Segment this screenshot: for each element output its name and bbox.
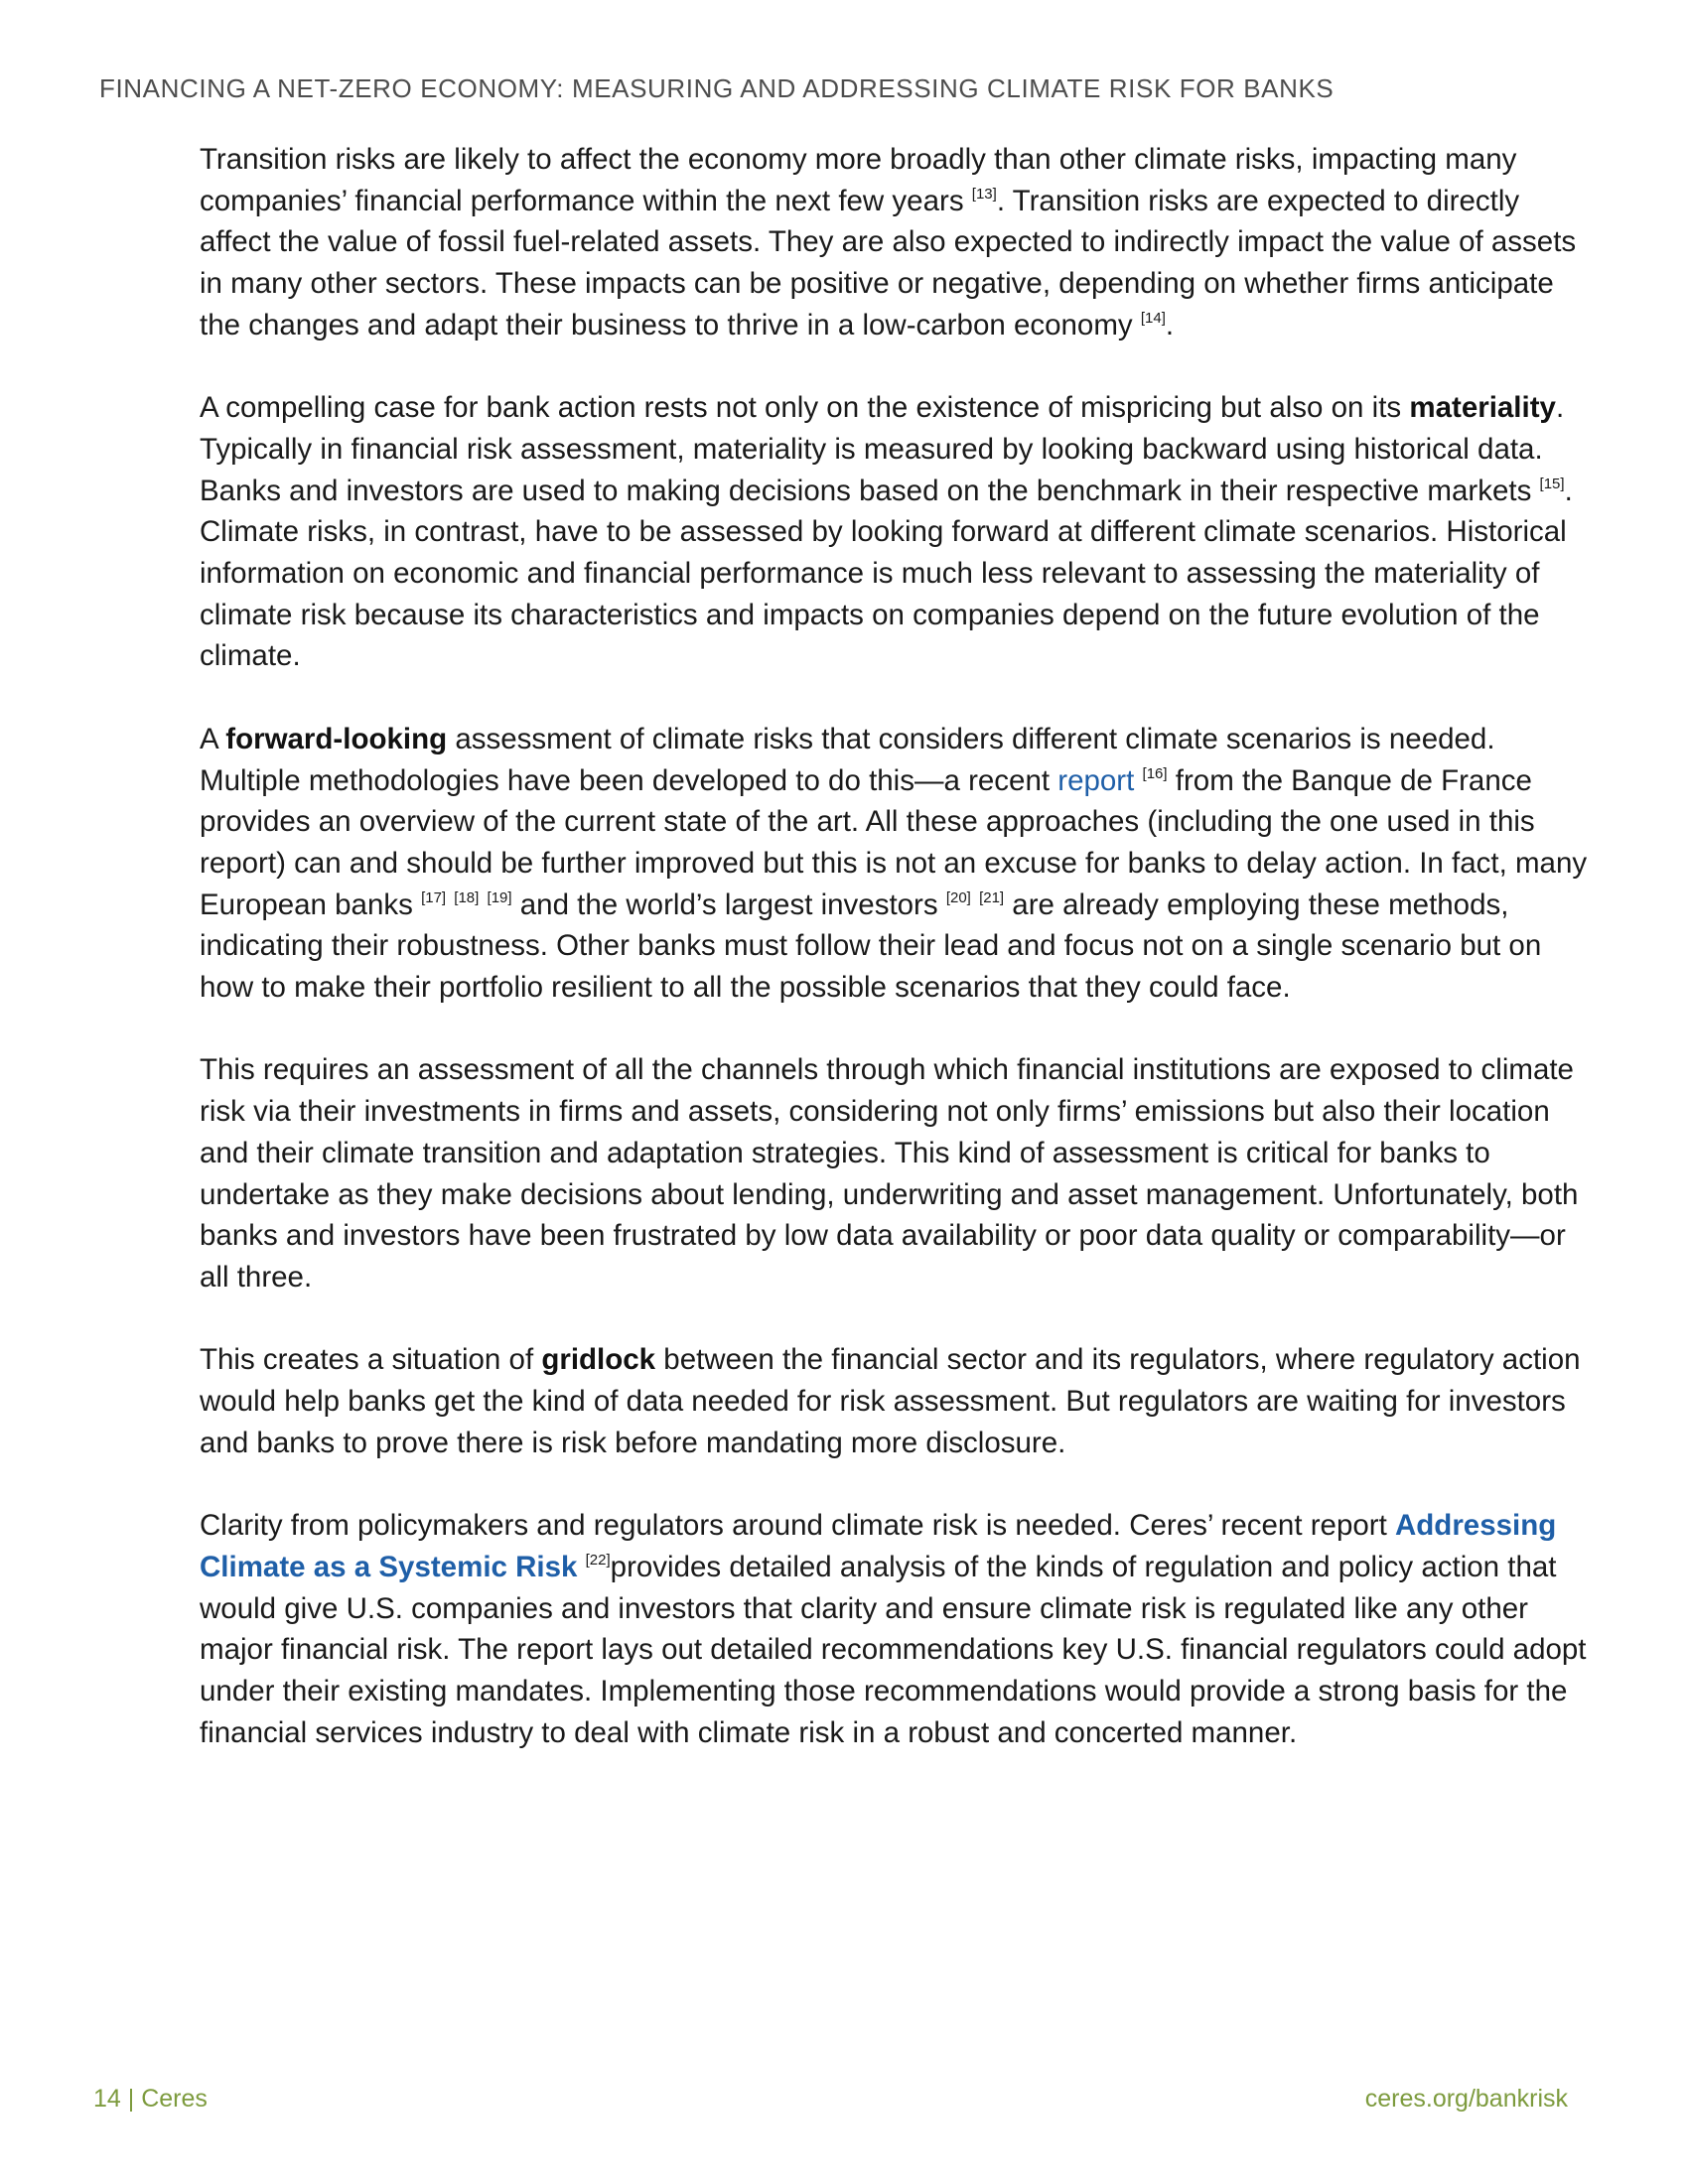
paragraph-transition-risks	[200, 139, 1588, 346]
footnote-ref[interactable]: [19]	[487, 888, 512, 906]
footnote-ref[interactable]: [15]	[1539, 475, 1565, 492]
emphasis-gridlock: gridlock	[541, 1343, 656, 1377]
footnote-ref[interactable]: [22]	[585, 1551, 611, 1569]
text-span: Transition risks are likely to affect the economy more broadly than other climate risks, impacting many companies’ financial performance within the next few years	[200, 143, 1517, 217]
text-span: A	[200, 722, 226, 755]
paragraph-assessment-channels: This requires an assessment of all the channels through which financial institutions are exposed to climate risk via their investments in firms and assets, considering not only firms’ emissions but also their location and their climate transition and adaptation strategies. This kind of assessment is critical for banks to undertake as they make decisions about lending, underwriting and asset management. Unfortunately, both banks and investors have been frustrated by low data availability or poor data quality or comparability—or all three.	[200, 1053, 1579, 1294]
page-number: 14 | Ceres	[93, 2085, 208, 2113]
text-span: are already employing these methods, indicating their robustness. Other banks must follow their lead and focus not on a single scenario but on how to make their portfolio resilient to all the possible scenarios that they could face.	[200, 887, 1542, 1005]
paragraph-materiality	[200, 387, 1588, 677]
paragraph-gridlock	[200, 1339, 1588, 1463]
footnote-ref[interactable]: [17]	[421, 888, 447, 906]
report-link[interactable]: report	[1057, 763, 1135, 797]
text-span: and the world’s largest investors	[511, 887, 938, 921]
paragraph-forward-looking	[200, 719, 1588, 1009]
systemic-risk-report-link[interactable]: Addressing Climate as a Systemic Risk	[200, 1509, 1557, 1583]
emphasis-materiality: materiality	[1409, 391, 1556, 425]
text-span: . Transition risks are expected to directly affect the value of fossil fuel-related assets. They are also expected to indirectly impact the value of assets in many other sectors. These impacts can be positive or negative, depending on whether firms anticipate the changes and adapt their business to thrive in a low-carbon economy	[200, 184, 1577, 341]
emphasis-forward-looking: forward-looking	[225, 722, 448, 755]
text-span: Clarity from policymakers and regulators around climate risk is needed. Ceres’ recent report	[200, 1509, 1395, 1543]
running-header: FINANCING A NET-ZERO ECONOMY: MEASURING AND ADDRESSING CLIMATE RISK FOR BANKS	[99, 73, 1335, 103]
text-span: A compelling case for bank action rests not only on the existence of mispricing but also on its	[200, 391, 1410, 425]
text-span: . Climate risks, in contrast, have to be assessed by looking forward at different climate scenarios. Historical information on economic and financial performance is much less relevant to assessing the materiality of climate risk because its characteristics and impacts on companies depend on the future evolution of the climate.	[200, 474, 1573, 673]
text-span: .	[1165, 308, 1175, 341]
footnote-ref[interactable]: [20]	[945, 888, 971, 906]
text-span: This creates a situation of	[200, 1343, 542, 1377]
article-body	[200, 139, 1588, 1795]
footer-url[interactable]: ceres.org/bankrisk	[1364, 2085, 1568, 2113]
footnote-ref[interactable]: [13]	[971, 185, 997, 203]
footnote-ref[interactable]: [14]	[1140, 309, 1166, 327]
footnote-ref[interactable]: [21]	[979, 888, 1005, 906]
footnote-ref[interactable]: [16]	[1142, 764, 1168, 782]
text-span: . Typically in financial risk assessment, materiality is measured by looking backward using historical data. Banks and investors are used to making decisions based on the benchmark in their respective markets	[200, 391, 1565, 507]
text-span: provides detailed analysis of the kinds of regulation and policy action that would give U.S. companies and investors that clarity and ensure climate risk is regulated like any other major financial risk. The report lays out detailed recommendations key U.S. financial regulators could adopt under their existing mandates. Implementing those recommendations would provide a strong basis for the financial services industry to deal with climate risk in a robust and concerted manner.	[200, 1550, 1587, 1749]
text-span: between the financial sector and its regulators, where regulatory action would help banks get the kind of data needed for risk assessment. But regulators are waiting for investors and banks to prove there is risk before mandating more disclosure.	[200, 1343, 1581, 1459]
footnote-ref[interactable]: [18]	[454, 888, 480, 906]
paragraph-clarity	[200, 1505, 1588, 1753]
text-span: assessment of climate risks that considers different climate scenarios is needed. Multiple methodologies have been developed to do this—a recent	[200, 722, 1495, 797]
text-span: from the Banque de France provides an overview of the current state of the art. All these approaches (including the one used in this report) can and should be further improved but this is not an excuse for banks to delay action. In fact, many European banks	[200, 763, 1588, 921]
